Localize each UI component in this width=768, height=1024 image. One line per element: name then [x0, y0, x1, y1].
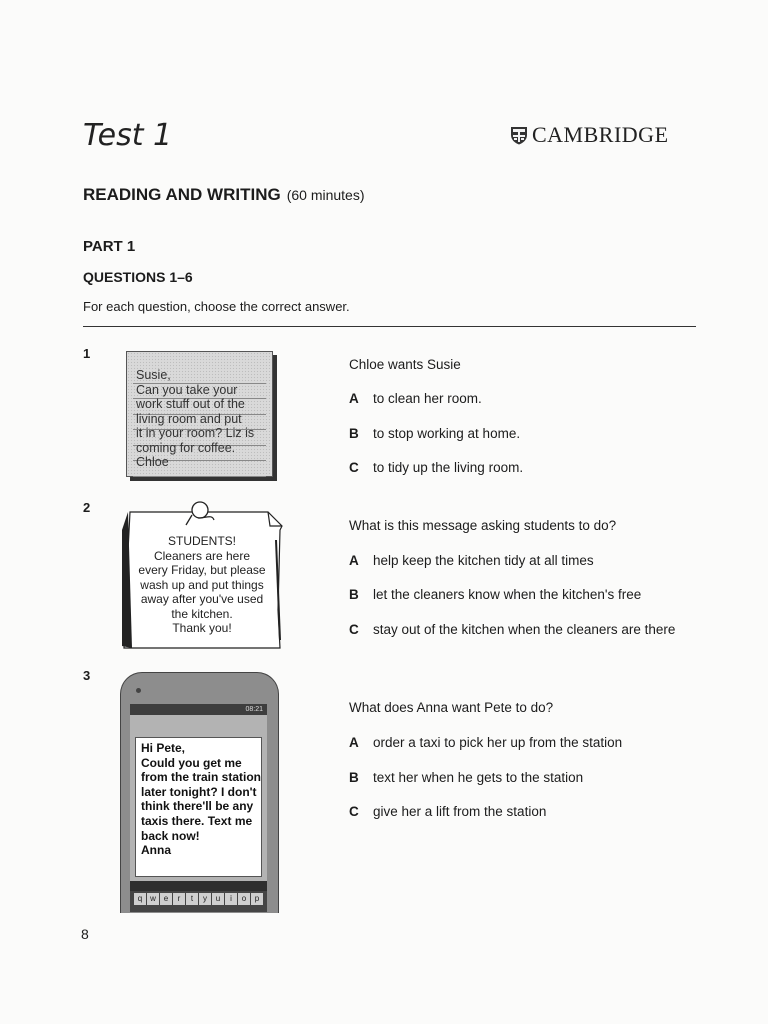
key: i — [225, 893, 237, 905]
phone-toolbar — [130, 881, 267, 891]
option-c[interactable] — [349, 804, 546, 819]
option-text: give her a lift from the station — [373, 804, 547, 819]
option-letter: A — [349, 553, 359, 568]
key: r — [173, 893, 185, 905]
option-text: stay out of the kitchen when the cleaners are there — [373, 622, 676, 637]
key: u — [212, 893, 224, 905]
question-number: 2 — [83, 500, 91, 515]
phone-clock: 08:21 — [245, 706, 263, 713]
question-text: What does Anna want Pete to do? — [349, 700, 554, 715]
option-letter: C — [349, 622, 359, 637]
question-text: Chloe wants Susie — [349, 357, 461, 372]
key: q — [134, 893, 146, 905]
key: p — [251, 893, 263, 905]
option-letter: B — [349, 770, 359, 785]
section-heading — [83, 185, 365, 205]
camera-icon — [136, 688, 141, 693]
option-text: to tidy up the living room. — [373, 460, 524, 475]
divider — [83, 326, 696, 327]
option-letter: A — [349, 391, 359, 406]
key: w — [147, 893, 159, 905]
option-text: let the cleaners know when the kitchen's free — [373, 587, 642, 602]
option-letter: C — [349, 804, 359, 819]
option-letter: B — [349, 587, 359, 602]
instruction-text: For each question, choose the correct answer. — [83, 299, 350, 314]
option-b[interactable] — [349, 426, 520, 441]
section-title: READING AND WRITING — [83, 185, 281, 204]
test-title: Test 1 — [83, 118, 173, 153]
brand-name: CAMBRIDGE — [532, 122, 669, 147]
option-text: to stop working at home. — [373, 426, 521, 441]
option-text: text her when he gets to the station — [373, 770, 584, 785]
question-number: 3 — [83, 668, 91, 683]
option-b[interactable] — [349, 770, 583, 785]
option-letter: B — [349, 426, 359, 441]
key: y — [199, 893, 211, 905]
part-label: PART 1 — [83, 238, 136, 255]
key: e — [160, 893, 172, 905]
phone-keyboard — [130, 891, 267, 912]
sticky-note — [126, 351, 273, 477]
option-text: to clean her room. — [373, 391, 482, 406]
cambridge-shield-icon — [510, 126, 528, 145]
option-c[interactable] — [349, 460, 523, 475]
option-c[interactable] — [349, 622, 675, 637]
message-text: Hi Pete, Could you get me from the train station later tonight? I don't think there'll be any taxis there. Text me back now! Anna — [141, 741, 262, 858]
option-text: order a taxi to pick her up from the station — [373, 735, 623, 750]
brand-logo — [510, 122, 669, 148]
key: t — [186, 893, 198, 905]
page-number: 8 — [81, 926, 89, 942]
notice-text: STUDENTS! Cleaners are here every Friday, but please wash up and put things away after you've used the kitchen. Thank you! — [138, 534, 266, 635]
note-text: Susie, Can you take your work stuff out of the living room and put it in your room? Liz is coming for coffee. Chloe — [136, 368, 255, 469]
option-a[interactable] — [349, 553, 594, 568]
option-letter: A — [349, 735, 359, 750]
question-number: 1 — [83, 346, 91, 361]
option-b[interactable] — [349, 587, 641, 602]
section-duration: (60 minutes) — [286, 187, 365, 203]
key: o — [238, 893, 250, 905]
option-a[interactable] — [349, 391, 482, 406]
question-text: What is this message asking students to do? — [349, 518, 617, 533]
option-text: help keep the kitchen tidy at all times — [373, 553, 594, 568]
option-a[interactable] — [349, 735, 622, 750]
option-letter: C — [349, 460, 359, 475]
questions-label: QUESTIONS 1–6 — [83, 269, 193, 285]
text-message — [135, 737, 262, 877]
phone-status-bar — [130, 704, 267, 715]
